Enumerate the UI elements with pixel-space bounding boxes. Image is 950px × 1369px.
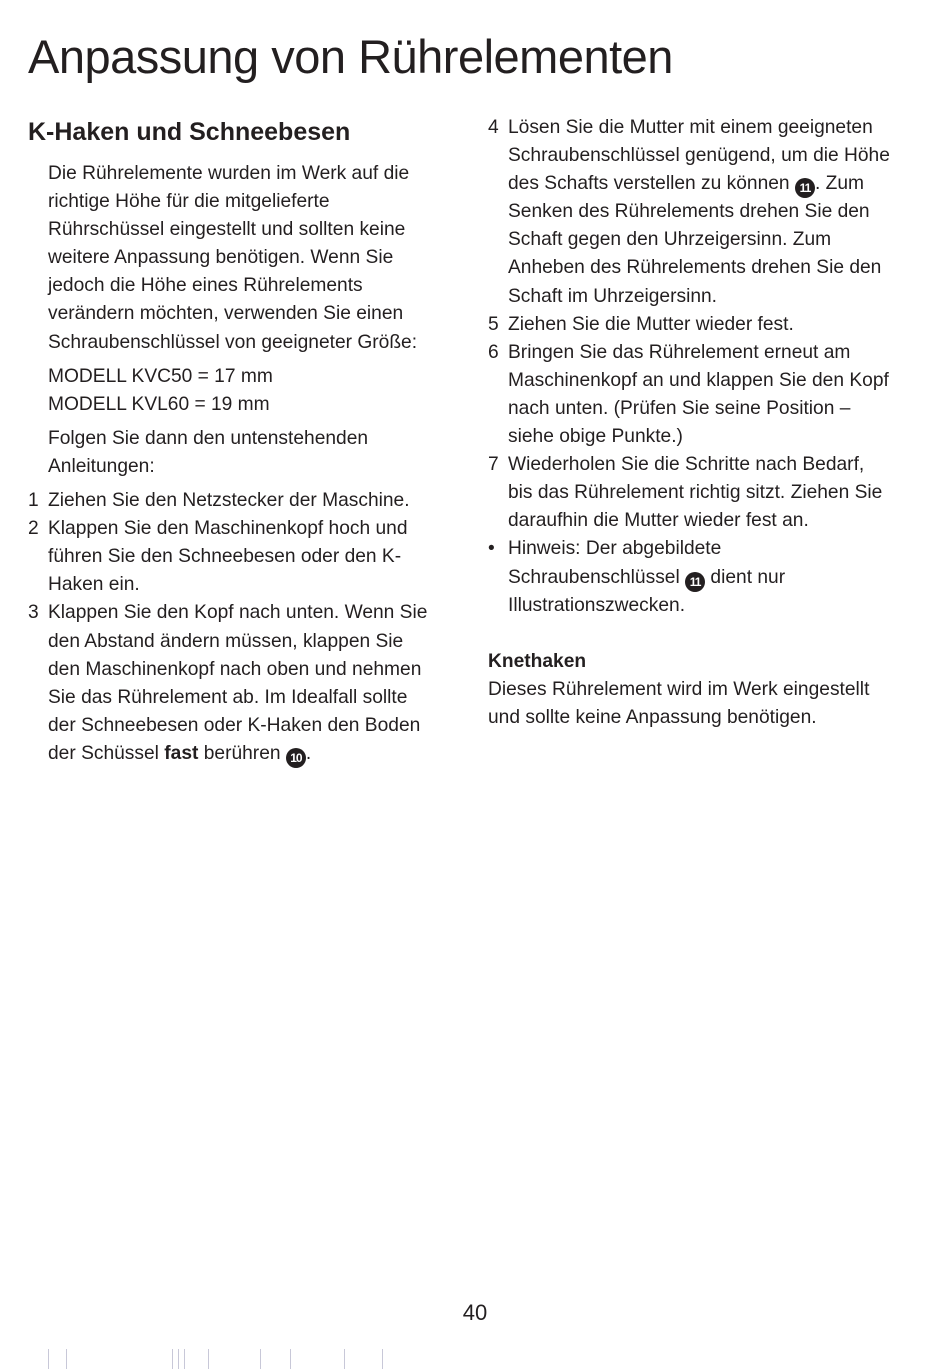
- bullet-icon: •: [488, 538, 495, 560]
- step-number: 1: [28, 490, 39, 512]
- list-item: [488, 311, 893, 339]
- list-item: [28, 487, 428, 515]
- list-item: [488, 339, 893, 451]
- step-number: 7: [488, 454, 499, 476]
- note-text: Hinweis: Der abgebildete Schraubenschlüssel: [508, 538, 722, 588]
- spacer: [488, 620, 893, 648]
- list-item: [28, 599, 428, 768]
- list-item: [28, 515, 428, 599]
- sentence-end: .: [305, 742, 312, 764]
- figure-reference-badge: 11: [795, 178, 815, 198]
- step-text: Bringen Sie das Rührelement erneut am Maschinenkopf an und klappen Sie den Kopf nach unten. (Prüfen Sie seine Position – siehe obige Punkte.): [508, 341, 889, 448]
- step-text-continued: berühren: [203, 742, 281, 764]
- step-text-continued: . Zum Senken des Rührelements drehen Sie den Schaft gegen den Uhrzeigersinn. Zum Anheben des Rührelements drehen Sie den Schaft im Uhrzeigersinn.: [508, 173, 882, 307]
- step-text: Klappen Sie den Kopf nach unten. Wenn Sie den Abstand ändern müssen, klappen Sie den Maschinenkopf nach oben und nehmen Sie das Rührelement ab. Im Idealfall sollte der Schneebesen oder K-Haken den Boden der Schüssel: [48, 602, 428, 764]
- step-text: Ziehen Sie den Netzstecker der Maschine.: [48, 490, 410, 512]
- list-item: [488, 451, 893, 535]
- step-number: 4: [488, 117, 499, 138]
- left-column: [28, 114, 428, 768]
- step-text: Ziehen Sie die Mutter wieder fest.: [508, 313, 794, 335]
- page-title: Anpassung von Rührelementen: [28, 30, 673, 83]
- knethaken-paragraph: Dieses Rührelement wird im Werk eingestellt und sollte keine Anpassung benötigen.: [488, 678, 870, 728]
- note-text-continued: dient nur Illustrationszwecken.: [508, 566, 786, 616]
- step-text: Lösen Sie die Mutter mit einem geeigneten Schraubenschlüssel genügend, um die Höhe des Schafts verstellen zu können: [508, 117, 890, 195]
- step-number: 3: [28, 602, 39, 624]
- step-text: Klappen Sie den Maschinenkopf hoch und führen Sie den Schneebesen oder den K-Haken ein.: [48, 518, 408, 596]
- intro-paragraph: Die Rührelemente wurden im Werk auf die richtige Höhe für die mitgelieferte Rührschüssel eingestellt und sollten keine weitere Anpassung benötigen. Wenn Sie jedoch die Höhe eines Rührelements verändern möchten, verwenden Sie einen Schraubenschlüssel von geeigneter Größe:: [48, 163, 418, 353]
- model-kvc50: MODELL KVC50 = 17 mm: [48, 365, 273, 387]
- step-text: Wiederholen Sie die Schritte nach Bedarf, bis das Rührelement richtig sitzt. Ziehen Sie daraufhin die Mutter wieder fest an.: [508, 454, 883, 532]
- figure-reference-badge: 10: [286, 748, 306, 768]
- step-number: 6: [488, 341, 499, 363]
- list-item: [488, 114, 893, 311]
- section-heading-k-haken: K-Haken und Schneebesen: [28, 118, 351, 146]
- figure-reference-badge: 11: [685, 572, 705, 592]
- subheading-knethaken: Knethaken: [488, 650, 587, 672]
- page-number: 40: [462, 1300, 488, 1325]
- step-number: 2: [28, 518, 39, 540]
- right-column: [488, 114, 893, 732]
- note-item: [488, 535, 893, 619]
- model-kvl60: MODELL KVL60 = 19 mm: [48, 393, 270, 415]
- follow-instructions: Folgen Sie dann den untenstehenden Anleitungen:: [48, 427, 369, 477]
- emphasis-text: fast: [164, 742, 199, 764]
- print-registration-marks: [48, 1347, 448, 1369]
- step-number: 5: [488, 313, 499, 335]
